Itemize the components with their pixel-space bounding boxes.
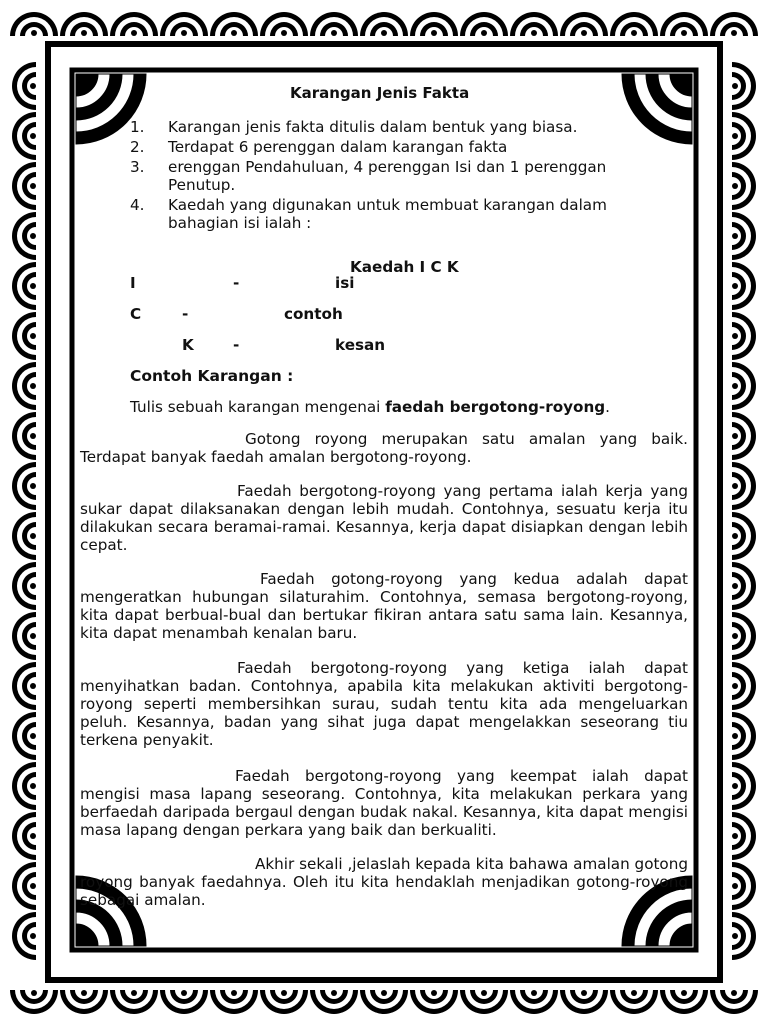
scallop-motif [410,12,458,36]
prompt-text: Tulis sebuah karangan mengenai [130,398,386,416]
scallop-motif [12,162,36,210]
scallop-motif [110,12,158,36]
prompt-end: . [605,398,610,416]
paragraph-text: Faedah bergotong-royong yang keempat ialah dapat mengisi masa lapang seseorang. Contohnya, kita melakukan perkara yang berfaedah daripada bergaul dengan budak nakal. Kesannya, kita dapat mengisi masa lapang dengan perkara yang baik dan berkualiti. [80,767,688,839]
method-word-isi: isi [335,274,355,292]
paragraph-text: Akhir sekali ,jelaslah kepada kita bahawa amalan gotong royong banyak faedahnya. Oleh itu kita hendaklah menjadikan gotong-royong sebagai amalan. [80,855,688,909]
scallop-motif [160,12,208,36]
page-title: Karangan Jenis Fakta [290,84,470,102]
list-text: Terdapat 6 perenggan dalam karangan fakta [168,138,508,156]
scallop-motif [12,912,36,960]
scallop-motif [12,862,36,910]
scallop-motif [732,762,756,810]
scallop-motif [360,990,408,1014]
scallop-motif [710,990,758,1014]
scallop-motif [660,12,708,36]
list-item [80,196,640,232]
scallop-motif [732,312,756,360]
paragraph-body-3 [80,659,688,749]
list-number: 4. [130,196,145,214]
scallop-motif [732,412,756,460]
prompt-topic: faedah bergotong-royong [385,398,606,416]
list-number: 1. [130,118,145,136]
scallop-motif [60,12,108,36]
method-letter-k: K [182,336,194,354]
scallop-motif [12,212,36,260]
scallop-motif [12,362,36,410]
paragraph-body-2 [80,570,688,642]
scallop-motif [10,12,58,36]
scallop-motif [560,990,608,1014]
method-letter-i: I [130,274,136,292]
scallop-motif [10,990,58,1014]
scallop-motif [732,212,756,260]
scallop-motif [12,562,36,610]
scallop-motif [732,62,756,110]
scallop-motif [260,990,308,1014]
scallop-motif [12,412,36,460]
scallop-motif [12,662,36,710]
scallop-motif [732,712,756,760]
scallop-motif [732,462,756,510]
method-dash: - [233,336,240,354]
scallop-motif [12,612,36,660]
list-item [80,118,640,136]
document-content [80,78,688,938]
scallop-motif [12,262,36,310]
scallop-motif [160,990,208,1014]
scallop-motif [310,12,358,36]
example-heading: Contoh Karangan : [130,367,294,385]
list-number: 3. [130,158,145,176]
paragraph-text: Faedah bergotong-royong yang pertama ialah kerja yang sukar dapat dilaksanakan dengan lebih mudah. Contohnya, sesuatu kerja itu dilakukan secara beramai-ramai. Kesannya, kerja dapat disiapkan dengan lebih cepat. [80,482,688,554]
scallop-motif [732,862,756,910]
method-heading: Kaedah I C K [350,258,459,276]
method-word-kesan: kesan [335,336,386,354]
paragraph-text: Gotong royong merupakan satu amalan yang baik. Terdapat banyak faedah amalan bergotong-royong. [80,430,688,466]
scallop-motif [732,812,756,860]
scallop-motif [310,990,358,1014]
method-dash: - [182,305,189,323]
scallop-motif [732,112,756,160]
essay-prompt [130,398,610,416]
scallop-motif [12,512,36,560]
scallop-motif [610,12,658,36]
scallop-motif [12,62,36,110]
paragraph-intro [80,430,688,466]
scallop-motif [210,12,258,36]
scallop-motif [12,112,36,160]
list-number: 2. [130,138,145,156]
list-item [80,158,640,194]
method-letter-c: C [130,305,142,323]
scallop-motif [710,12,758,36]
scallop-motif [110,990,158,1014]
scallop-motif [260,12,308,36]
method-word-contoh: contoh [284,305,343,323]
paragraph-body-4 [80,767,688,839]
scallop-motif [60,990,108,1014]
scallop-motif [732,512,756,560]
list-text: erenggan Pendahuluan, 4 perenggan Isi dan 1 perenggan Penutup. [168,158,607,194]
paragraph-text: Faedah bergotong-royong yang ketiga ialah dapat menyihatkan badan. Contohnya, apabila kita melakukan aktiviti bergotong-royong seperti membersihkan surau, sudah tentu kita ada mengeluarkan peluh. Kesannya, badan yang sihat juga dapat mengelakkan seseorang tiu terkena penyakit. [80,659,688,749]
facts-list [80,118,640,232]
scallop-motif [660,990,708,1014]
scallop-motif [610,990,658,1014]
scallop-motif [732,362,756,410]
scallop-motif [410,990,458,1014]
list-text: Karangan jenis fakta ditulis dalam bentuk yang biasa. [168,118,578,136]
paragraph-conclusion [80,855,688,909]
scallop-motif [732,162,756,210]
scallop-motif [12,712,36,760]
scallop-motif [360,12,408,36]
method-dash: - [233,274,240,292]
scallop-motif [510,12,558,36]
scallop-motif [460,12,508,36]
scallop-motif [12,762,36,810]
scallop-motif [12,812,36,860]
scallop-motif [510,990,558,1014]
scallop-motif [210,990,258,1014]
scallop-motif [732,912,756,960]
scallop-motif [732,562,756,610]
list-item [80,138,640,156]
scallop-motif [732,612,756,660]
scallop-motif [12,312,36,360]
scallop-motif [732,662,756,710]
scallop-motif [460,990,508,1014]
list-text: Kaedah yang digunakan untuk membuat karangan dalam bahagian isi ialah : [168,196,607,232]
scallop-motif [560,12,608,36]
paragraph-body-1 [80,482,688,554]
scallop-motif [12,462,36,510]
paragraph-text: Faedah gotong-royong yang kedua adalah dapat mengeratkan hubungan silaturahim. Contohnya, semasa bergotong-royong, kita dapat berbual-bual dan bertukar fikiran antara satu sama lain. Kesannya, kita dapat menambah kenalan baru. [80,570,688,642]
scallop-motif [732,262,756,310]
